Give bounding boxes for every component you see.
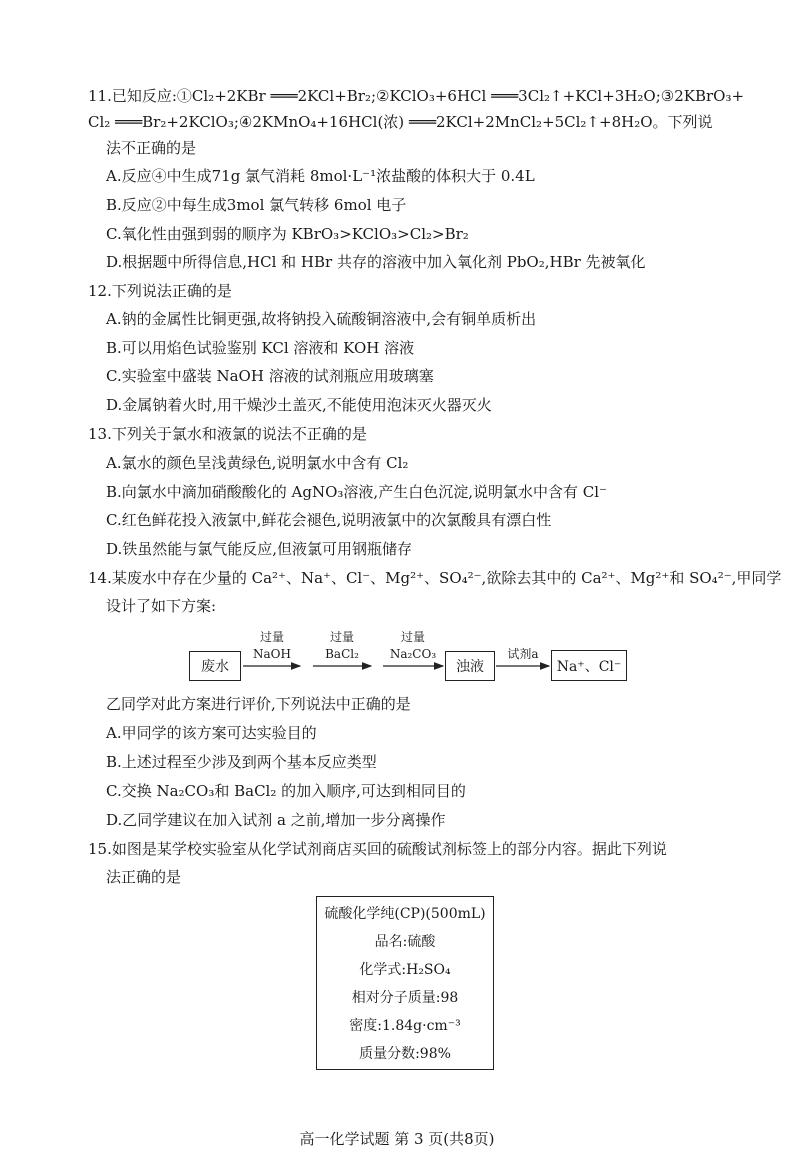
- flow-step2-label-bottom: BaCl₂: [325, 647, 359, 661]
- flow-box-wastewater: 废水: [189, 651, 241, 681]
- flow-step1-label-top: 过量: [259, 630, 284, 644]
- q14-stem-line2: 设计了如下方案:: [106, 597, 217, 615]
- q11-stem-line1: 11.已知反应:①Cl₂+2KBr ═══2KCl+Br₂;②KClO₃+6HCl ═══3Cl₂↑+KCl+3H₂O;③2KBrO₃+: [88, 87, 745, 105]
- flow-step1-label-bottom: NaOH: [253, 647, 291, 661]
- q14-option-d: D.乙同学建议在加入试剂 a 之前,增加一步分离操作: [106, 811, 446, 829]
- q13-option-b: B.向氯水中滴加硝酸酸化的 AgNO₃溶液,产生白色沉淀,说明氯水中含有 Cl⁻: [106, 483, 607, 501]
- q12-option-c: C.实验室中盛装 NaOH 溶液的试剂瓶应用玻璃塞: [106, 367, 434, 385]
- reagent-label-molecular-weight: 相对分子质量:98: [351, 990, 459, 1006]
- q13-option-a: A.氯水的颜色呈浅黄绿色,说明氯水中含有 Cl₂: [106, 454, 409, 472]
- q15-stem-line2: 法正确的是: [106, 868, 182, 886]
- q11-option-a: A.反应④中生成71g 氯气消耗 8mol·L⁻¹浓盐酸的体积大于 0.4L: [106, 167, 535, 185]
- q11-stem-line2: Cl₂ ═══Br₂+2KClO₃;④2KMnO₄+16HCl(浓) ═══2KCl+2MnCl₂+5Cl₂↑+8H₂O。下列说: [88, 113, 713, 131]
- q14-stem-line1: 14.某废水中存在少量的 Ca²⁺、Na⁺、Cl⁻、Mg²⁺、SO₄²⁻,欲除去其中的 Ca²⁺、Mg²⁺和 SO₄²⁻,甲同学: [88, 569, 782, 587]
- q14-option-c: C.交换 Na₂CO₃和 BaCl₂ 的加入顺序,可达到相同目的: [106, 782, 466, 800]
- q12-option-a: A.钠的金属性比铜更强,故将钠投入硫酸铜溶液中,会有铜单质析出: [106, 310, 537, 328]
- q15-stem-line1: 15.如图是某学校实验室从化学试剂商店买回的硫酸试剂标签上的部分内容。据此下列说: [88, 840, 667, 858]
- reagent-label-mass-fraction: 质量分数:98%: [359, 1046, 451, 1062]
- q11-option-c: C.氧化性由强到弱的顺序为 KBrO₃>KClO₃>Cl₂>Br₂: [106, 225, 469, 243]
- flow-box-turbid: 浊液: [445, 651, 495, 681]
- reagent-label-formula: 化学式:H₂SO₄: [359, 962, 451, 978]
- reagent-label-density: 密度:1.84g·cm⁻³: [349, 1018, 461, 1034]
- q14-option-a: A.甲同学的该方案可达实验目的: [106, 724, 317, 742]
- q14-option-b: B.上述过程至少涉及到两个基本反应类型: [106, 753, 377, 771]
- reagent-label: [316, 896, 494, 1070]
- flow-step3-label-top: 过量: [400, 630, 425, 644]
- reagent-label-name: 品名:硫酸: [374, 934, 436, 950]
- q12-option-b: B.可以用焰色试验鉴别 KCl 溶液和 KOH 溶液: [106, 339, 415, 357]
- reagent-label-title: 硫酸化学纯(CP)(500mL): [324, 906, 486, 922]
- flow-step3-label-bottom: Na₂CO₃: [389, 647, 437, 661]
- flow-step2-label-top: 过量: [329, 630, 354, 644]
- q13-option-d: D.铁虽然能与氯气能反应,但液氯可用钢瓶储存: [106, 540, 413, 558]
- q11-option-d: D.根据题中所得信息,HCl 和 HBr 共存的溶液中加入氧化剂 PbO₂,HBr 先被氧化: [106, 253, 646, 271]
- q13-option-c: C.红色鲜花投入液氯中,鲜花会褪色,说明液氯中的次氯酸具有漂白性: [106, 511, 552, 529]
- q11-stem-line3: 法不正确的是: [106, 139, 197, 157]
- flow-step4-label: 试剂a: [507, 647, 539, 661]
- q12-option-d: D.金属钠着火时,用干燥沙土盖灭,不能使用泡沫灭火器灭火: [106, 396, 492, 414]
- flow-box-product: Na⁺、Cl⁻: [551, 650, 627, 681]
- q12-stem: 12.下列说法正确的是: [88, 282, 232, 300]
- q14-stem-line3: 乙同学对此方案进行评价,下列说法中正确的是: [106, 695, 411, 713]
- q11-option-b: B.反应②中每生成3mol 氯气转移 6mol 电子: [106, 196, 407, 214]
- page-footer: 高一化学试题 第 3 页(共8页): [299, 1130, 495, 1148]
- q13-stem: 13.下列关于氯水和液氯的说法不正确的是: [88, 425, 367, 443]
